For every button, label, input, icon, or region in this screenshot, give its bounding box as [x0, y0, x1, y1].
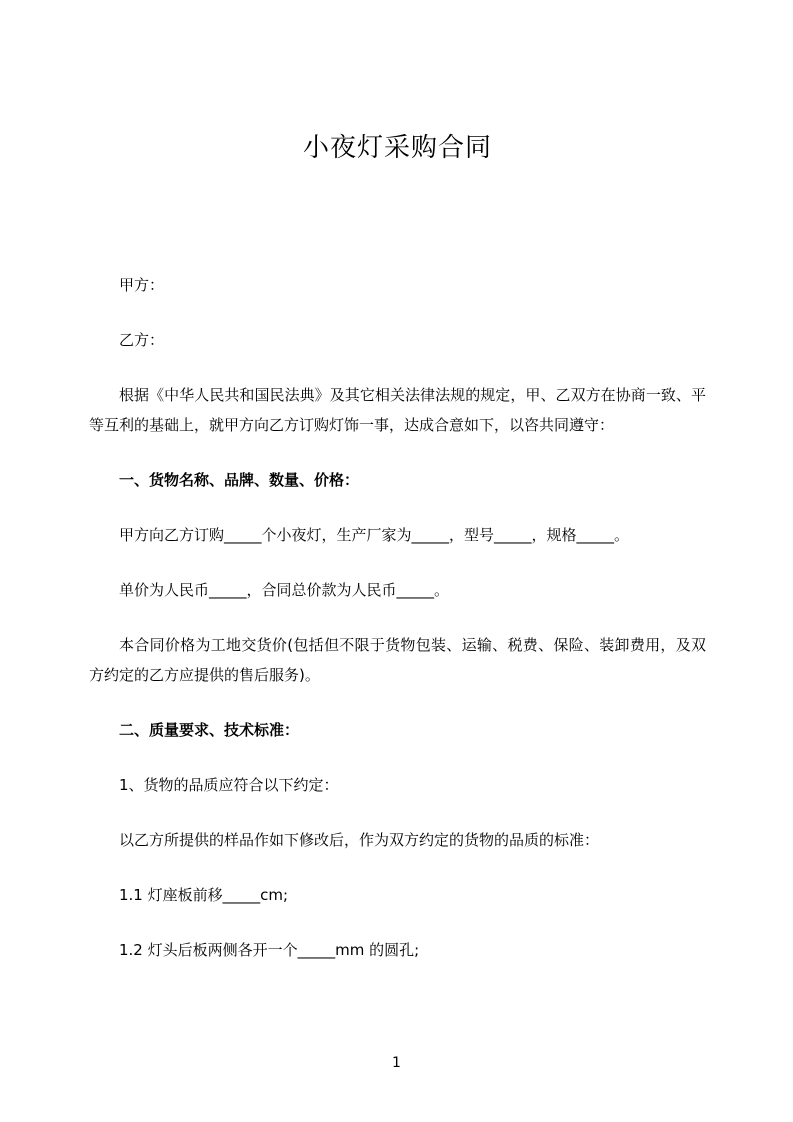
- page-number: 1: [392, 1055, 401, 1071]
- section-2-paragraph-1: 1、货物的品质应符合以下约定：: [119, 775, 339, 794]
- section-2-paragraph-2: 以乙方所提供的样品作如下修改后，作为双方约定的货物的品质的标准：: [119, 830, 600, 849]
- section-1-paragraph-2: 单价为人民币_____，合同总价款为人民币_____。: [119, 580, 450, 599]
- section-1-paragraph-1: 甲方向乙方订购_____个小夜灯，生产厂家为_____，型号_____，规格_____。: [119, 525, 630, 544]
- document-body: [89, 0, 706, 990]
- preamble-paragraph: 根据《中华人民共和国民法典》及其它相关法律法规的规定，甲、乙双方在协商一致、平等互利的基础上，就甲方向乙方订购灯饰一事，达成合意如下，以咨共同遵守：: [89, 385, 706, 434]
- section-2-item-2: 1.2 灯头后板两侧各开一个_____mm 的圆孔;: [119, 940, 420, 959]
- section-2-item-1: 1.1 灯座板前移_____cm;: [119, 885, 289, 904]
- party-a-line: 甲方：: [119, 275, 165, 294]
- section-heading-2: 二、质量要求、技术标准：: [119, 720, 300, 739]
- page-title: 小夜灯采购合同: [302, 133, 492, 163]
- section-1-paragraph-3: 本合同价格为工地交货价(包括但不限于货物包装、运输、税费、保险、装卸费用，及双方约定的乙方应提供的售后服务)。: [89, 635, 706, 684]
- title-spacer: [89, 166, 706, 270]
- party-b-line: 乙方：: [119, 330, 165, 349]
- section-heading-1: 一、货物名称、品牌、数量、价格：: [119, 470, 360, 489]
